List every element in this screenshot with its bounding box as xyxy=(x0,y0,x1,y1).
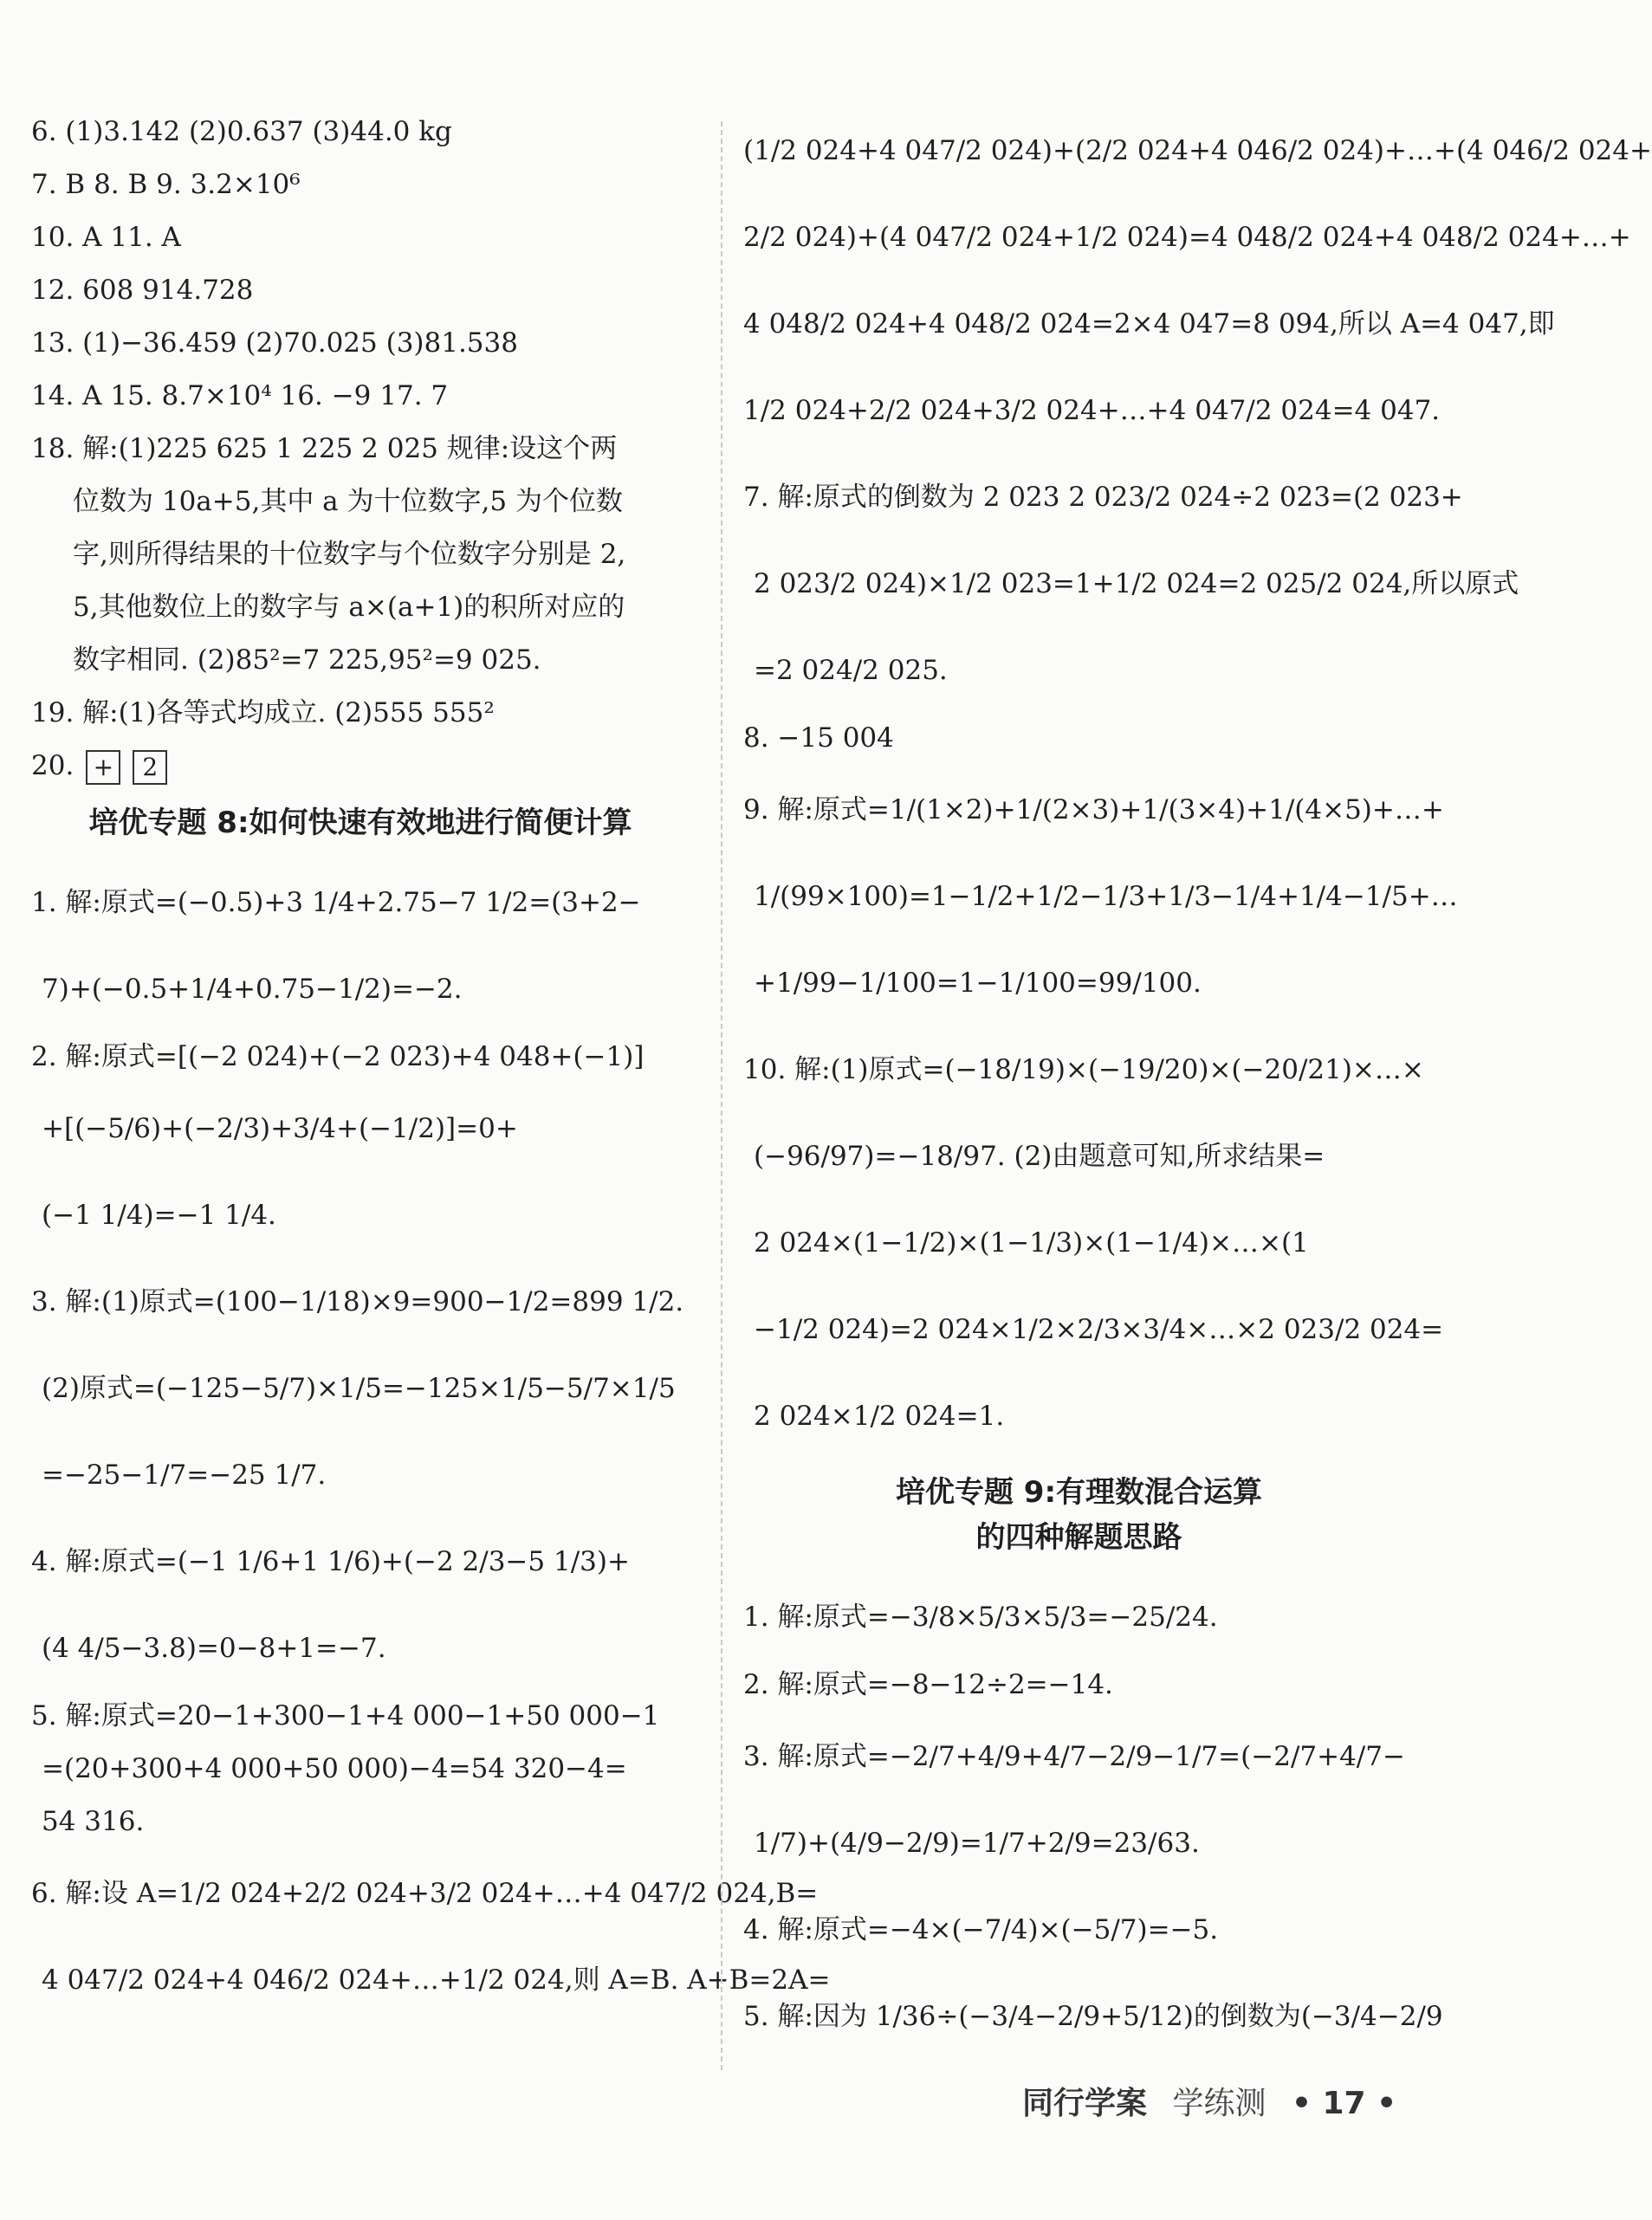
answer-text: +1/99−1/100=1−1/100=99/100. xyxy=(754,968,1202,999)
answer-text: (−96/97)=−18/97. (2)由题意可知,所求结果= xyxy=(754,1141,1325,1172)
answer-text: 4 048/2 024+4 048/2 024=2×4 047=8 094,所以 A=4 047,即 xyxy=(743,308,1555,340)
answer-text: =2 024/2 025. xyxy=(754,655,948,686)
answer-text: (−1 1/4)=−1 1/4. xyxy=(42,1200,276,1231)
page-number: • 17 • xyxy=(1291,2086,1397,2121)
answer-text: 20. xyxy=(31,750,75,781)
answer-text: 2. 解:原式=[(−2 024)+(−2 023)+4 048+(−1)] xyxy=(31,1041,645,1072)
answer-text: 5,其他数位上的数字与 a×(a+1)的积所对应的 xyxy=(73,592,625,623)
brand-name: 同行学案 xyxy=(1022,2086,1148,2121)
answer-line xyxy=(743,632,1415,709)
right-column xyxy=(743,113,1652,2065)
answer-text: 4 047/2 024+4 046/2 024+…+1/2 024,则 A=B. A+B=2A= xyxy=(42,1964,831,1996)
answer-line xyxy=(31,1350,690,1427)
answer-line xyxy=(31,588,690,626)
answer-line xyxy=(31,1942,831,2018)
answer-line xyxy=(743,858,1458,935)
answer-line xyxy=(31,271,690,309)
answer-line xyxy=(743,1718,1415,1795)
answer-line xyxy=(743,546,1519,622)
answer-line xyxy=(31,430,690,468)
answer-line xyxy=(31,1697,690,1735)
answer-text: 2 023/2 024)×1/2 023=1+1/2 024=2 025/2 024,所以原式 xyxy=(754,568,1519,599)
answer-text: +[(−5/6)+(−2/3)+3/4+(−1/2)]=0+ xyxy=(42,1113,518,1144)
answer-line xyxy=(31,113,690,151)
answer-line xyxy=(743,286,1555,362)
answer-line xyxy=(743,772,1444,848)
answer-text: 6. (1)3.142 (2)0.637 (3)44.0 kg xyxy=(31,116,452,147)
answer-text: 13. (1)−36.459 (2)70.025 (3)81.538 xyxy=(31,327,518,359)
answer-line xyxy=(31,951,690,1027)
answer-line xyxy=(743,1205,1415,1281)
answer-line xyxy=(31,1610,690,1686)
answer-text: (4 4/5−3.8)=0−8+1=−7. xyxy=(42,1633,386,1664)
answer-line xyxy=(743,1805,1415,1881)
answer-line xyxy=(31,864,690,941)
answer-text: 7)+(−0.5+1/4+0.75−1/2)=−2. xyxy=(42,974,463,1005)
section-heading-line: 培优专题 8:如何快速有效地进行简便计算 xyxy=(88,806,632,840)
answer-text: 1. 解:原式=(−0.5)+3 1/4+2.75−7 1/2=(3+2− xyxy=(31,887,641,918)
answer-text: 12. 608 914.728 xyxy=(31,275,254,306)
answer-text: 2 024×(1−1/2)×(1−1/3)×(1−1/4)×…×(1 xyxy=(754,1227,1309,1259)
answer-line xyxy=(31,1264,690,1340)
answer-line xyxy=(31,377,690,415)
answer-text: 3. 解:原式=−2/7+4/9+4/7−2/9−1/7=(−2/7+4/7− xyxy=(743,1741,1405,1772)
answer-text: 1. 解:原式=−3/8×5/3×5/3=−25/24. xyxy=(743,1602,1218,1633)
answer-text: 9. 解:原式=1/(1×2)+1/(2×3)+1/(3×4)+1/(4×5)+…+ xyxy=(743,794,1444,825)
answer-line xyxy=(31,641,690,679)
answer-line xyxy=(31,165,690,204)
column-divider xyxy=(721,121,722,2070)
section-heading-line: 培优专题 9:有理数混合运算 xyxy=(895,1475,1263,1510)
answer-text: 字,则所得结果的十位数字与个位数字分别是 2, xyxy=(73,539,626,570)
answer-line xyxy=(743,113,1652,189)
answer-line xyxy=(743,459,1463,535)
answer-line xyxy=(31,747,690,785)
answer-line xyxy=(743,1378,1415,1454)
answer-line xyxy=(743,1978,1443,2055)
answer-text: (2)原式=(−125−5/7)×1/5=−125×1/5−5/7×1/5 xyxy=(42,1373,676,1404)
answer-line xyxy=(31,324,690,362)
answer-text: 10. A 11. A xyxy=(31,222,181,253)
answer-text: 2 024×1/2 024=1. xyxy=(754,1401,1005,1432)
answer-line xyxy=(31,694,690,732)
answer-line xyxy=(31,1855,819,1932)
answer-line xyxy=(31,482,690,521)
answer-text: 位数为 10a+5,其中 a 为十位数字,5 为个位数 xyxy=(73,486,623,517)
answer-text: 2/2 024)+(4 047/2 024+1/2 024)=4 048/2 024+4 048/2 024+…+ xyxy=(743,222,1631,253)
answer-line xyxy=(743,1666,1415,1704)
answer-line xyxy=(31,218,690,256)
section-heading xyxy=(743,1470,1415,1560)
answer-text: 3. 解:(1)原式=(100−1/18)×9=900−1/2=899 1/2. xyxy=(31,1286,684,1317)
series-name: 学练测 xyxy=(1172,2086,1267,2121)
answer-text: =(20+300+4 000+50 000)−4=54 320−4= xyxy=(42,1753,627,1784)
answer-box: 2 xyxy=(133,750,167,785)
answer-text: 5. 解:原式=20−1+300−1+4 000−1+50 000−1 xyxy=(31,1700,660,1731)
answer-text: 2. 解:原式=−8−12÷2=−14. xyxy=(743,1669,1113,1700)
page-footer xyxy=(1022,2079,1396,2123)
answer-text: 4. 解:原式=−4×(−7/4)×(−5/7)=−5. xyxy=(743,1914,1219,1945)
answer-line xyxy=(743,945,1415,1021)
answer-text: −1/2 024)=2 024×1/2×2/3×3/4×…×2 023/2 024= xyxy=(754,1314,1444,1345)
answer-line xyxy=(31,1091,690,1167)
answer-box: + xyxy=(86,750,120,785)
answer-line xyxy=(31,1437,690,1513)
answer-text: 19. 解:(1)各等式均成立. (2)555 555² xyxy=(31,697,495,728)
answer-line xyxy=(743,1118,1415,1194)
answer-line xyxy=(743,199,1631,275)
answer-text: 7. B 8. B 9. 3.2×10⁶ xyxy=(31,169,301,200)
answer-line xyxy=(743,1579,1415,1655)
answer-line xyxy=(743,372,1441,449)
answer-line xyxy=(743,719,1415,757)
answer-line xyxy=(743,1892,1415,1968)
answer-text: 4. 解:原式=(−1 1/6+1 1/6)+(−2 2/3−5 1/3)+ xyxy=(31,1546,630,1577)
answer-text: 18. 解:(1)225 625 1 225 2 025 规律:设这个两 xyxy=(31,433,618,464)
answer-line xyxy=(31,1038,690,1076)
answer-text: (1/2 024+4 047/2 024)+(2/2 024+4 046/2 024)+…+(4 046/2 024+ xyxy=(743,135,1652,166)
section-heading-line: 的四种解题思路 xyxy=(975,1520,1182,1555)
answer-line xyxy=(743,1291,1444,1368)
answer-text: 54 316. xyxy=(42,1806,145,1837)
answer-text: 7. 解:原式的倒数为 2 023 2 023/2 024÷2 023=(2 023+ xyxy=(743,482,1463,513)
answer-line xyxy=(31,1177,690,1253)
answer-text: 1/(99×100)=1−1/2+1/2−1/3+1/3−1/4+1/4−1/5+… xyxy=(754,881,1458,912)
answer-text: 1/7)+(4/9−2/9)=1/7+2/9=23/63. xyxy=(754,1828,1200,1859)
section-heading xyxy=(31,800,690,845)
answer-text: 5. 解:因为 1/36÷(−3/4−2/9+5/12)的倒数为(−3/4−2/9 xyxy=(743,2001,1443,2032)
answer-text: 8. −15 004 xyxy=(743,722,894,754)
answer-text: 1/2 024+2/2 024+3/2 024+…+4 047/2 024=4 047. xyxy=(743,395,1441,426)
answer-text: 10. 解:(1)原式=(−18/19)×(−19/20)×(−20/21)×…× xyxy=(743,1054,1424,1085)
answer-line xyxy=(743,1032,1424,1108)
answer-text: 6. 解:设 A=1/2 024+2/2 024+3/2 024+…+4 047/2 024,B= xyxy=(31,1878,819,1909)
answer-text: 14. A 15. 8.7×10⁴ 16. −9 17. 7 xyxy=(31,380,449,411)
answer-line xyxy=(31,1524,690,1600)
answer-text: 数字相同. (2)85²=7 225,95²=9 025. xyxy=(73,644,541,676)
answer-text: =−25−1/7=−25 1/7. xyxy=(42,1460,327,1491)
answer-line xyxy=(31,535,690,573)
answer-line xyxy=(31,1750,690,1788)
answer-line xyxy=(31,1803,690,1841)
